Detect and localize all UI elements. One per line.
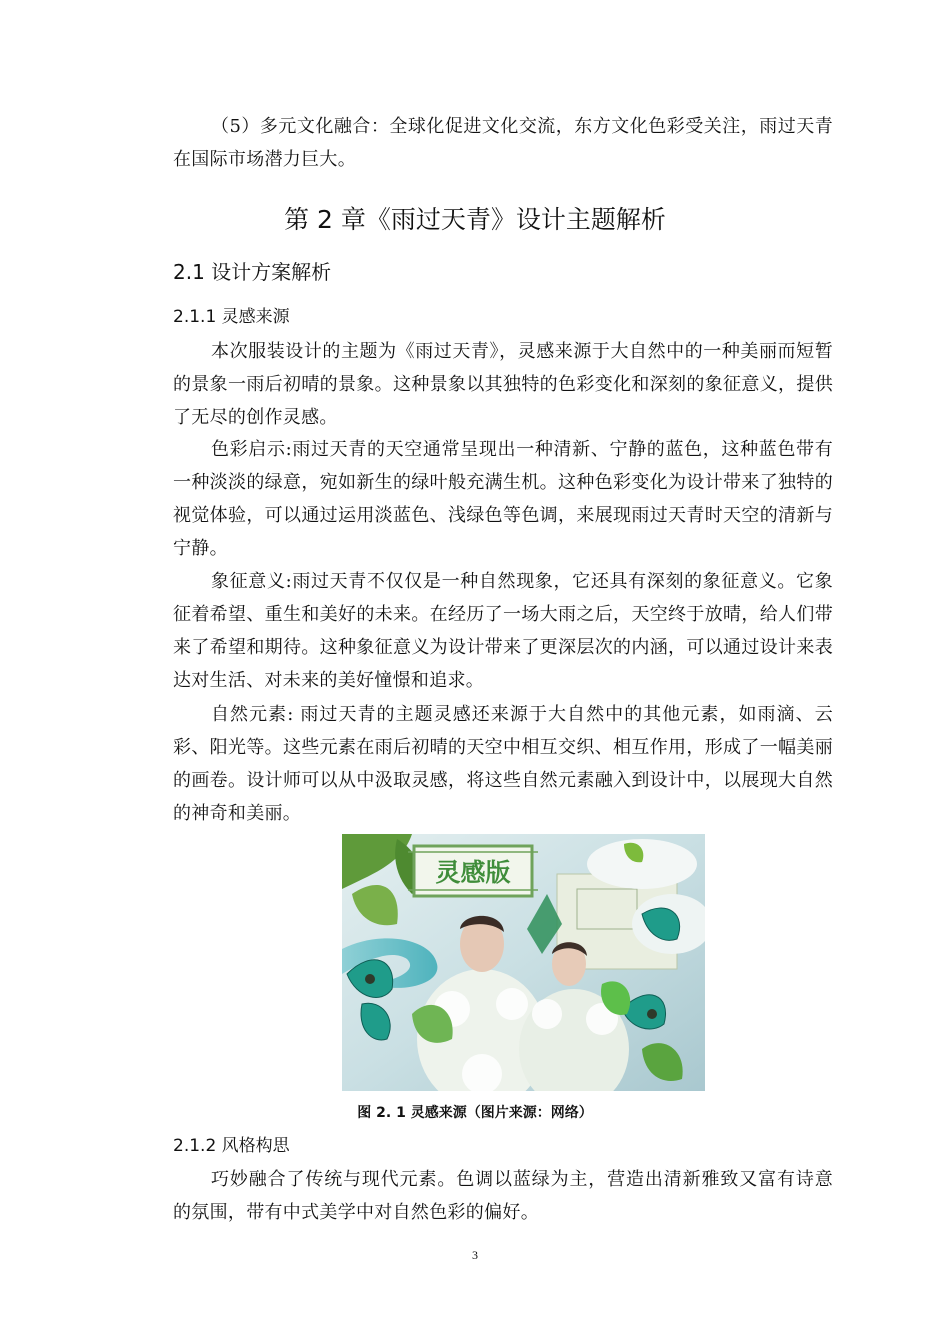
intro-paragraph: （5）多元文化融合：全球化促进文化交流，东方文化色彩受关注，雨过天青在国际市场潜力巨大。 bbox=[173, 116, 833, 170]
section-heading-2-1-1: 2.1.1 灵感来源 bbox=[173, 307, 290, 327]
paragraph-nature: 自然元素: 雨过天青的主题灵感还来源于大自然中的其他元素，如雨滴、云彩、阳光等。这些元素在雨后初晴的天空中相互交织、相互作用，形成了一幅美丽的画卷。设计师可以从中汲取灵感，将这些自然元素融入到设计中，以展现大自然的神奇和美丽。 bbox=[173, 704, 833, 824]
paragraph-inspiration: 本次服装设计的主题为《雨过天青》，灵感来源于大自然中的一种美丽而短暂的景象一雨后初晴的景象。这种景象以其独特的色彩变化和深刻的象征意义，提供了无尽的创作灵感。 bbox=[173, 341, 833, 428]
inspiration-board-image bbox=[342, 834, 705, 1091]
paragraph-symbolism: 象征意义:雨过天青不仅仅是一种自然现象，它还具有深刻的象征意义。它象征着希望、重生和美好的未来。在经历了一场大雨之后，天空终于放晴，给人们带来了希望和期待。这种象征意义为设计带来了更深层次的内涵，可以通过设计来表达对生活、对未来的美好憧憬和追求。 bbox=[173, 571, 833, 691]
paragraph-style-concept: 巧妙融合了传统与现代元素。色调以蓝绿为主，营造出清新雅致又富有诗意的氛围，带有中式美学中对自然色彩的偏好。 bbox=[173, 1169, 833, 1223]
section-heading-2-1: 2.1 设计方案解析 bbox=[173, 260, 332, 284]
board-label: 灵感版 bbox=[435, 858, 511, 887]
page-number: 3 bbox=[472, 1248, 478, 1262]
paragraph-color: 色彩启示:雨过天青的天空通常呈现出一种清新、宁静的蓝色，这种蓝色带有一种淡淡的绿意，宛如新生的绿叶般充满生机。这种色彩变化为设计带来了独特的视觉体验，可以通过运用淡蓝色、浅绿色等色调，来展现雨过天青时天空的清新与宁静。 bbox=[173, 439, 833, 559]
chapter-title: 第 2 章《雨过天青》设计主题解析 bbox=[284, 205, 666, 234]
figure-caption: 图 2. 1 灵感来源（图片来源：网络） bbox=[357, 1105, 593, 1121]
section-heading-2-1-2: 2.1.2 风格构思 bbox=[173, 1136, 290, 1156]
